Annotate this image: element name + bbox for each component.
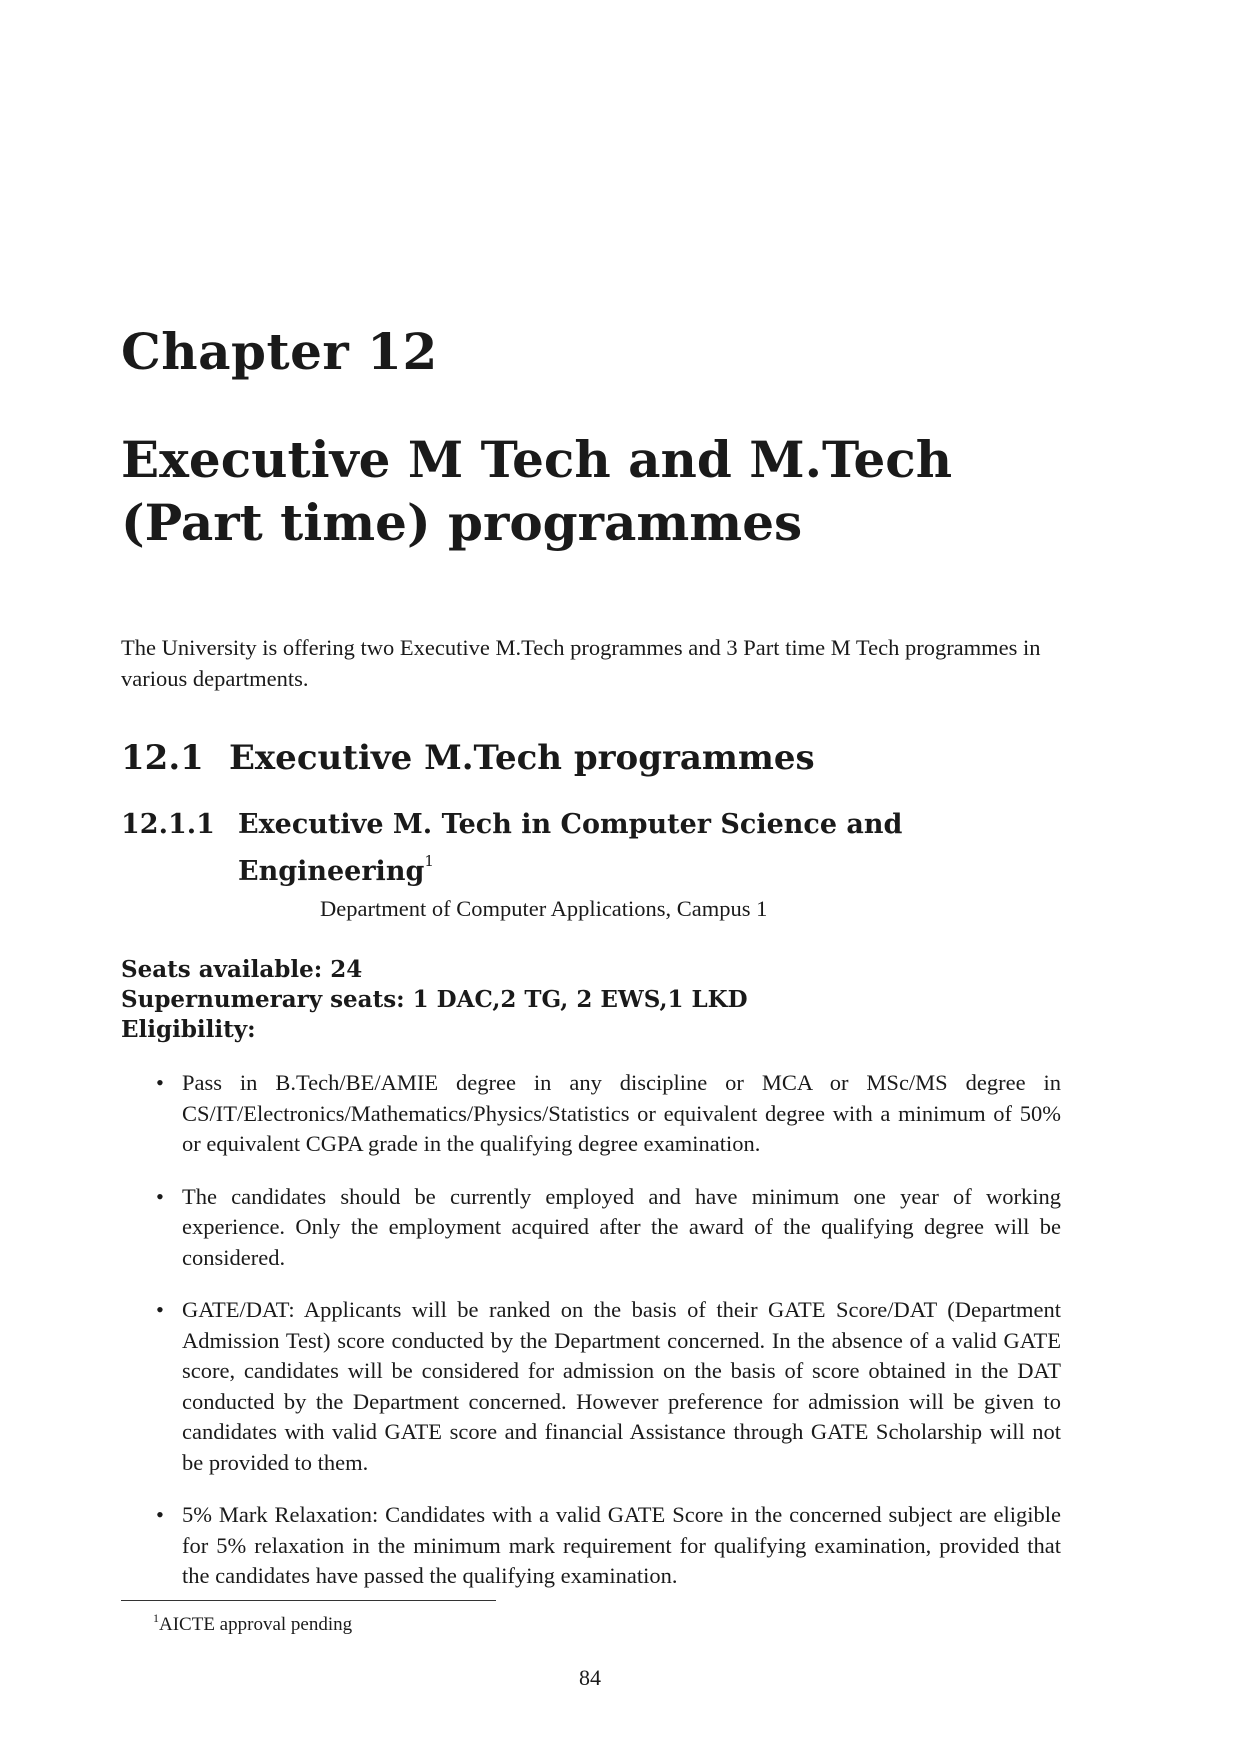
page-number: 84 [579, 1665, 601, 1690]
bullet-icon: • [156, 1183, 164, 1209]
list-item [121, 1068, 1061, 1160]
subsection-number: 12.1.1 [121, 809, 215, 840]
list-item-text: The candidates should be currently employed and have minimum one year of working experience. Only the employment acquired after the award of the qualifying degree will be considered. [182, 1183, 1061, 1270]
section-title: Executive M.Tech programmes [229, 738, 815, 778]
list-item-text: Pass in B.Tech/BE/AMIE degree in any discipline or MCA or MSc/MS degree in CS/IT/Electronics/Mathematics/Physics/Statistics or equivalent degree with a minimum of 50% or equivalent CGPA grade in the qualifying degree examination. [182, 1070, 1061, 1156]
department-line: Department of Computer Applications, Campus 1 [320, 896, 768, 921]
chapter-title: Executive M Tech and M.Tech (Part time) programmes [121, 430, 953, 552]
subsection-heading [121, 806, 1081, 890]
footnote-reference: 1 [424, 852, 434, 870]
supernumerary-seats: Supernumerary seats: 1 DAC,2 TG, 2 EWS,1 LKD [121, 986, 748, 1013]
footnote-divider [121, 1600, 496, 1601]
bullet-icon: • [156, 1070, 164, 1095]
subsection-title: Executive M. Tech in Computer Science and Engineering [238, 809, 903, 887]
list-item [121, 1295, 1061, 1478]
footnote [153, 1606, 352, 1637]
seats-available: Seats available: 24 [121, 956, 363, 983]
section-heading [121, 738, 815, 778]
list-item [121, 1500, 1061, 1592]
footnote-text: AICTE approval pending [159, 1614, 353, 1635]
section-number: 12.1 [121, 738, 204, 778]
list-item-text: 5% Mark Relaxation: Candidates with a valid GATE Score in the concerned subject are eligible for 5% relaxation in the minimum mark requirement for qualifying examination, provided that the candidates have passed the qualifying examination. [182, 1502, 1061, 1588]
chapter-label: Chapter 12 [121, 322, 438, 381]
list-item-text: GATE/DAT: Applicants will be ranked on the basis of their GATE Score/DAT (Department Admission Test) score conducted by the Department concerned. In the absence of a valid GATE score, candidates will be considered for admission on the basis of score obtained in the DAT conducted by the Department concerned. However preference for admission will be given to candidates with valid GATE score and financial Assistance through GATE Scholarship will not be provided to them. [182, 1297, 1061, 1475]
eligibility-heading: Eligibility: [121, 1016, 256, 1043]
eligibility-list [121, 1068, 1061, 1614]
footnote-mark: 1 [153, 1611, 159, 1625]
intro-paragraph: The University is offering two Executive M.Tech programmes and 3 Part time M Tech programmes in various departments. [121, 635, 1041, 691]
bullet-icon: • [156, 1297, 164, 1322]
list-item [121, 1182, 1061, 1274]
bullet-icon: • [156, 1502, 164, 1527]
